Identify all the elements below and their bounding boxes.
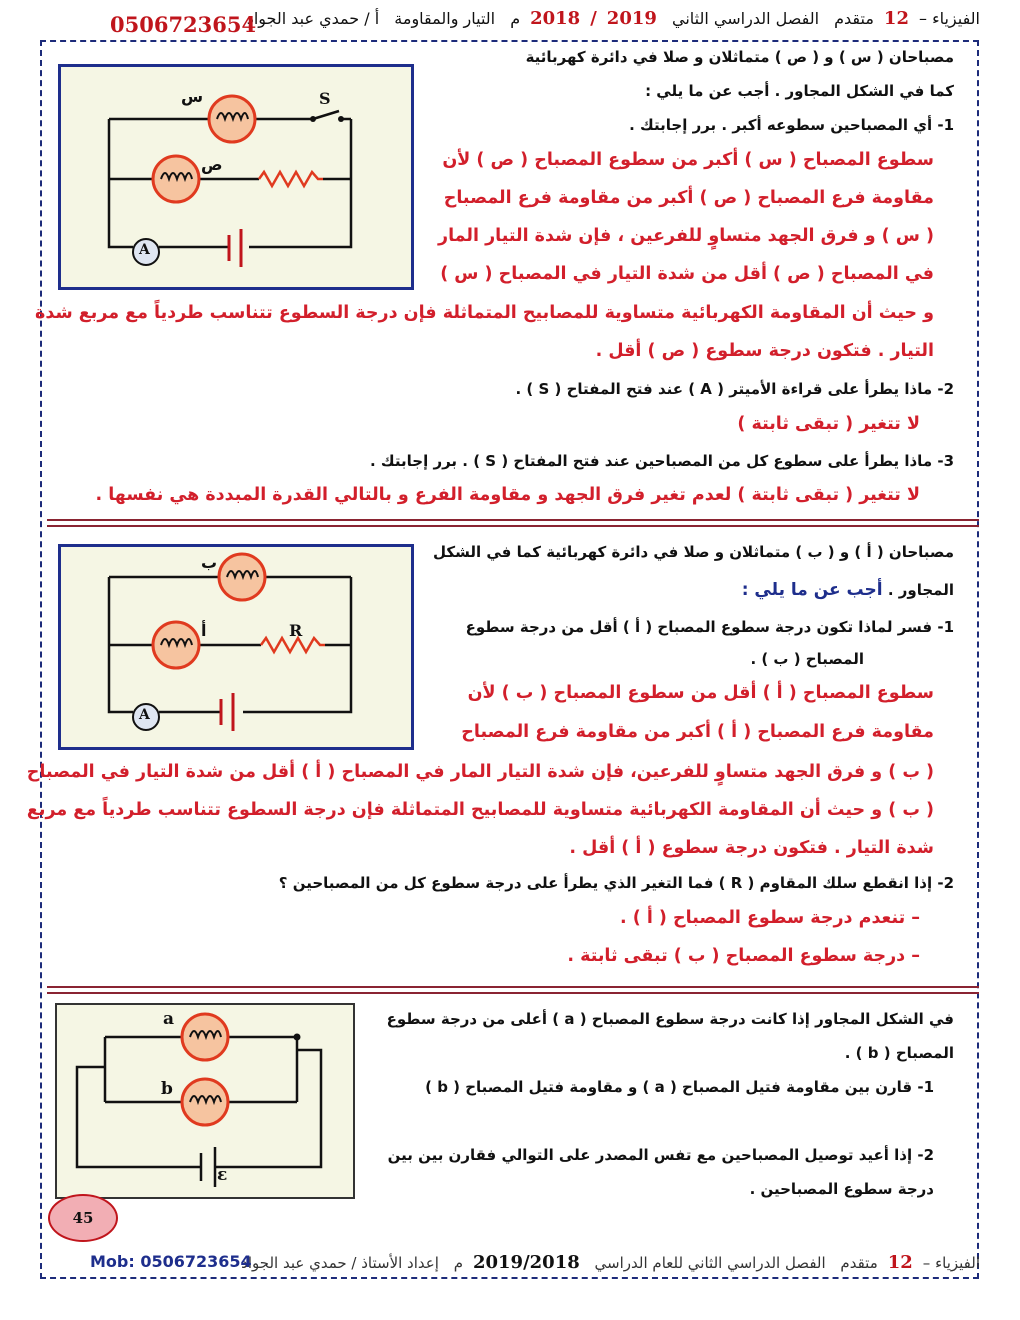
- footer-mob: Mob: 0506723654: [90, 1252, 252, 1271]
- s1-question-1: 1- أي المصباحين سطوعه أكبر . برر إجابتك .: [629, 116, 954, 134]
- fig1-ammeter-label: A: [139, 242, 150, 258]
- s1-answer-1-line-1: سطوع المصباح ( س ) أكبر من سطوع المصباح ( ص ) لأن: [442, 150, 934, 170]
- s1-answer-1-line-2: مقاومة فرع المصباح ( ص ) أكبر من مقاومة فرع المصباح: [443, 188, 934, 208]
- fig2-label-lamp-top: ب: [201, 553, 218, 572]
- s1-answer-3: لا تتغير ( تبقى ثابتة ) لعدم تغير فرق الجهد و مقاومة الفرع و بالتالي القدرة المبددة هي نفسها .: [95, 485, 920, 505]
- footer-level: متقدم: [840, 1254, 878, 1272]
- section-divider-1: [47, 519, 979, 527]
- footer-grade: 12: [887, 1252, 913, 1273]
- s3-intro-1: في الشكل المجاور إذا كانت درجة سطوع المصباح ( a ) أعلى من درجة سطوع: [386, 1010, 954, 1028]
- page-footer: [80, 1252, 980, 1278]
- s1-answer-2: لا تتغير ( تبقى ثابتة ): [737, 414, 920, 434]
- s1-intro-2: كما في الشكل المجاور . أجب عن ما يلي :: [645, 82, 954, 100]
- s1-answer-1-line-5: و حيث أن المقاومة الكهربائية متساوية للمصابيح المتماثلة فإن درجة السطوع تتناسب طردياً مع مربع شدة: [35, 303, 934, 323]
- s3-question-2-line-2: درجة سطوع المصباحين .: [749, 1180, 934, 1198]
- s2-intro-2a: المجاور .: [887, 581, 954, 599]
- header-semester: الفصل الدراسي الثاني: [672, 9, 820, 28]
- header-grade: 12: [883, 8, 909, 29]
- fig3-label-lamp-b: b: [161, 1079, 173, 1099]
- s2-answer-1-line-5: شدة التيار . فتكون درجة سطوع ( أ ) أقل .: [569, 838, 934, 858]
- header-year-a: 2018: [530, 8, 581, 29]
- header-subject: الفيزياء –: [918, 9, 980, 28]
- figure-circuit-3: [55, 1003, 355, 1199]
- fig1-label-lamp-top: س: [181, 87, 204, 106]
- header-unit: التيار والمقاومة: [394, 9, 496, 28]
- s1-intro-1: مصباحان ( س ) و ( ص ) متماثلان و صلا في دائرة كهربائية: [525, 48, 954, 66]
- figure-circuit-2: [58, 544, 414, 750]
- fig2-ammeter-label: A: [139, 707, 150, 723]
- s2-answer-2-line-1: – تنعدم درجة سطوع المصباح ( أ ) .: [620, 908, 920, 928]
- footer-prepared-by: إعداد الأستاذ / حمدي عبد الجواد: [241, 1254, 439, 1272]
- page-header: [40, 8, 980, 38]
- footer-semester: الفصل الدراسي الثاني للعام الدراسي: [594, 1254, 826, 1272]
- header-phone: 0506723654: [110, 12, 257, 37]
- s1-question-3: 3- ماذا يطرأ على سطوع كل من المصباحين عند فتح المفتاح ( S ) . برر إجابتك .: [370, 452, 954, 470]
- s2-question-1-line-1: 1- فسر لماذا تكون درجة سطوع المصباح ( أ ) أقل من درجة سطوع: [465, 618, 954, 636]
- footer-subject: الفيزياء –: [922, 1254, 980, 1272]
- s2-answer-2-line-2: – درجة سطوع المصباح ( ب ) تبقى ثابتة .: [567, 946, 920, 966]
- header-m: م: [510, 9, 521, 28]
- section-divider-2: [47, 986, 979, 994]
- s2-answer-1-line-1: سطوع المصباح ( أ ) أقل من سطوع المصباح ( ب ) لأن: [467, 683, 934, 703]
- s2-intro-2b: أجب عن ما يلي :: [741, 580, 883, 600]
- footer-year: 2019/2018: [472, 1252, 580, 1273]
- fig2-label-resistor: R: [289, 621, 303, 640]
- s2-answer-1-line-4: ( ب ) و حيث أن المقاومة الكهربائية متساوية للمصابيح المتماثلة فإن درجة السطوع تتناسب طردياً مع مربع: [26, 800, 934, 820]
- footer-m: م: [453, 1254, 463, 1272]
- s2-answer-1-line-3: ( ب ) و فرق الجهد متساوٍ للفرعين، فإن شدة التيار المار في المصباح ( أ ) أقل من شدة التيار في المصباح: [26, 762, 934, 782]
- s2-answer-1-line-2: مقاومة فرع المصباح ( أ ) أكبر من مقاومة فرع المصباح: [461, 722, 934, 742]
- fig1-label-lamp-bottom: ص: [201, 155, 223, 174]
- header-level: متقدم: [834, 9, 874, 28]
- s3-question-1: 1- قارن بين مقاومة فتيل المصباح ( a ) و مقاومة فتيل المصباح ( b ): [425, 1078, 934, 1096]
- fig1-label-switch: S: [319, 89, 331, 108]
- header-year-b: 2019: [606, 8, 657, 29]
- s2-question-2: 2- إذا انقطع سلك المقاوم ( R ) فما التغير الذي يطرأ على درجة سطوع كل من المصباحين ؟: [278, 874, 954, 892]
- s3-intro-2: المصباح ( b ) .: [844, 1044, 954, 1062]
- fig3-label-lamp-a: a: [163, 1009, 175, 1029]
- page-number-badge: 45: [48, 1194, 118, 1242]
- s3-question-2-line-1: 2- إذا أعيد توصيل المصباحين مع تفس المصدر على التوالي فقارن بين بين: [387, 1146, 934, 1164]
- s1-question-2: 2- ماذا يطرأ على قراءة الأميتر ( A ) عند فتح المفتاح ( S ) .: [515, 380, 954, 398]
- s1-answer-1-line-6: التيار . فتكون درجة سطوع ( ص ) أقل .: [595, 341, 934, 361]
- s2-intro-2: [742, 580, 954, 600]
- header-slash: /: [590, 8, 597, 29]
- s1-answer-1-line-4: في المصباح ( ص ) أقل من شدة التيار في المصباح ( س ): [440, 264, 934, 284]
- header-teacher: أ / حمدي عبد الجواد: [246, 9, 380, 28]
- s2-question-1-line-2: المصباح ( ب ) .: [750, 650, 864, 668]
- s2-intro-1: مصباحان ( أ ) و ( ب ) متماثلان و صلا في دائرة كهربائية كما في الشكل: [432, 543, 954, 561]
- figure-circuit-1: [58, 64, 414, 290]
- s1-answer-1-line-3: ( س ) و فرق الجهد متساوٍ للفرعين ، فإن شدة التيار المار: [438, 226, 934, 246]
- fig3-label-emf: ε: [217, 1165, 228, 1185]
- fig2-label-lamp-bottom: أ: [201, 621, 207, 640]
